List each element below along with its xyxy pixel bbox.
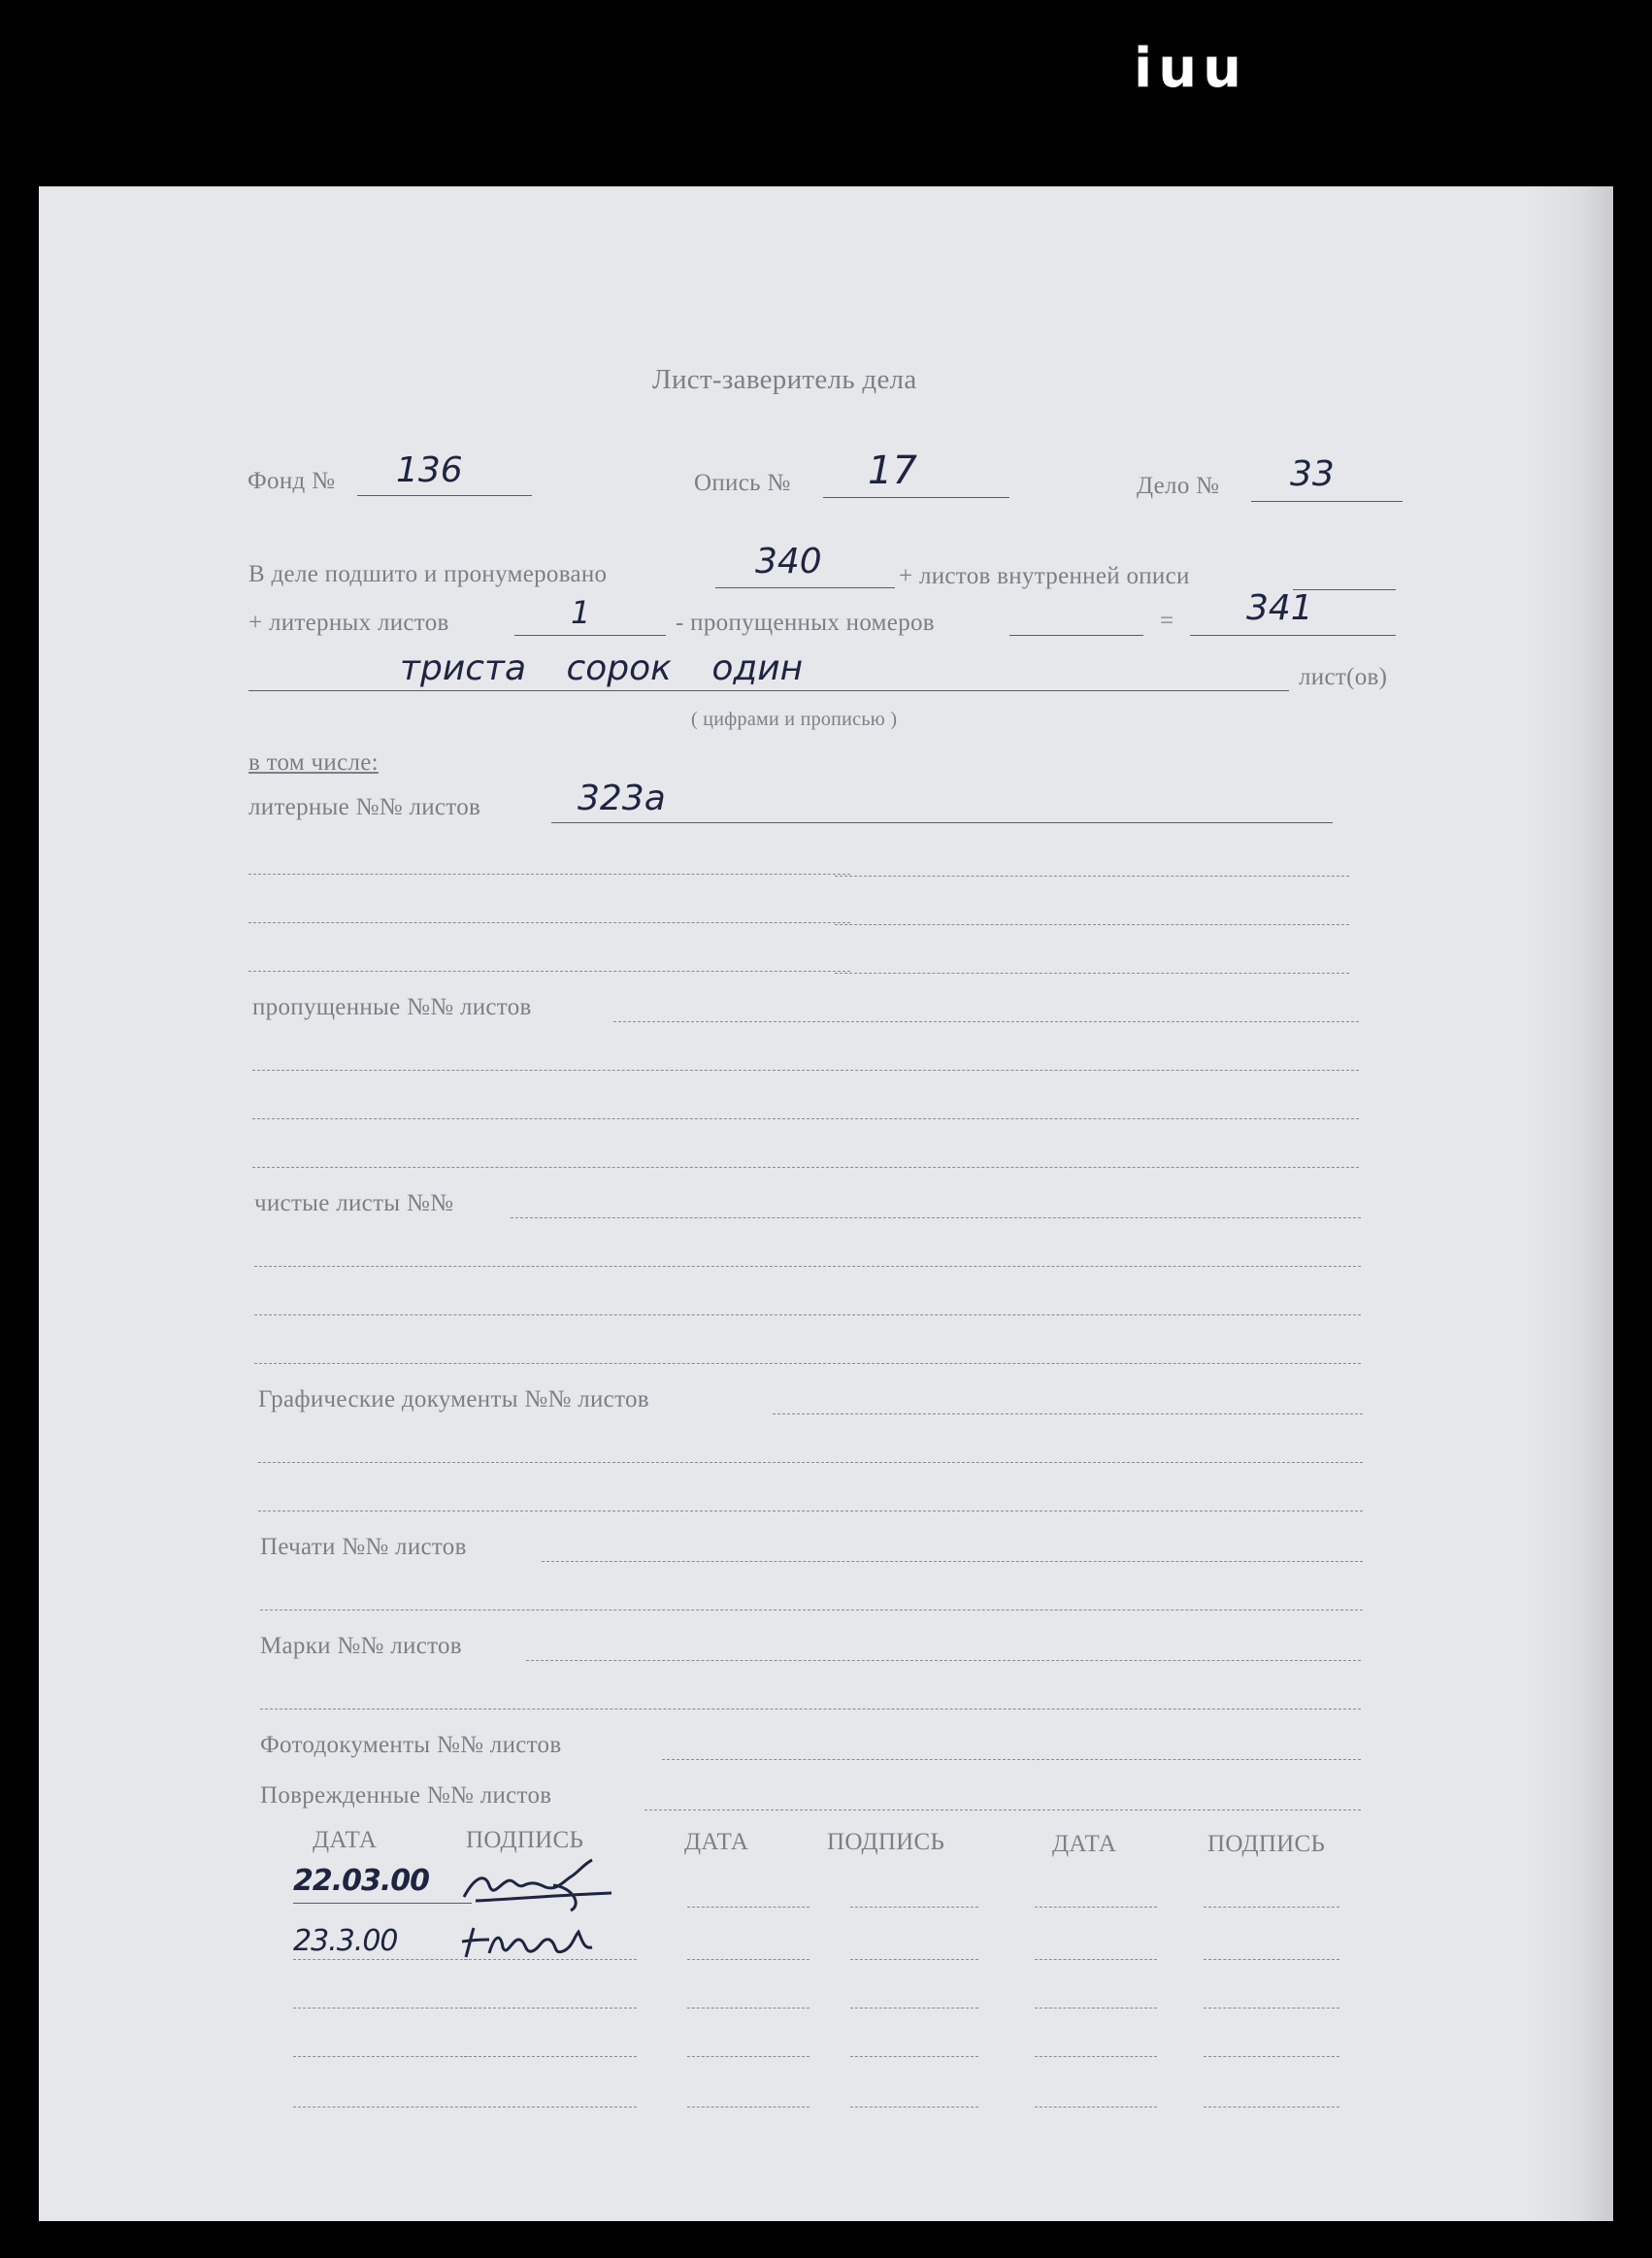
blank-line xyxy=(254,1363,1361,1364)
literal-numbers-underline xyxy=(551,822,891,823)
blank-line xyxy=(293,2107,468,2108)
blank-line xyxy=(850,1907,978,1908)
graphic-docs-label: Графические документы №№ листов xyxy=(258,1386,649,1412)
blank-line xyxy=(1035,1907,1157,1908)
sewn-count-underline xyxy=(715,587,895,588)
seals-underline xyxy=(542,1561,1363,1562)
signature-date-1: 22.03.00 xyxy=(293,1864,430,1898)
sewn-count-label: В деле подшито и пронумеровано xyxy=(248,561,608,587)
blank-line xyxy=(687,1907,809,1908)
blank-line xyxy=(1204,2056,1339,2057)
signature-header-1: ПОДПИСЬ xyxy=(466,1827,584,1853)
blank-line xyxy=(464,2107,637,2108)
literal-sheets-value: 1 xyxy=(571,594,591,631)
photo-docs-label: Фотодокументы №№ листов xyxy=(260,1732,562,1758)
total-underline xyxy=(1190,635,1396,636)
graphic-docs-underline xyxy=(773,1413,1363,1414)
delo-label: Дело № xyxy=(1137,473,1220,499)
blank-line xyxy=(1204,2008,1339,2009)
blank-line xyxy=(254,1314,1361,1315)
total-value: 341 xyxy=(1246,588,1313,628)
fond-underline xyxy=(357,495,532,496)
opis-value: 17 xyxy=(868,448,917,493)
literal-numbers-underline-2 xyxy=(888,822,1333,823)
blank-line xyxy=(850,1959,978,1960)
opis-underline xyxy=(823,497,1009,498)
photo-docs-underline xyxy=(662,1759,1361,1760)
missed-numbers-underline xyxy=(1009,635,1143,636)
blank-line xyxy=(1035,2008,1157,2009)
blank-line xyxy=(248,922,850,923)
blank-line xyxy=(464,1959,637,1960)
blank-line xyxy=(1204,2107,1339,2108)
opis-label: Опись № xyxy=(694,470,791,496)
stamps-underline xyxy=(526,1660,1361,1661)
stamps-label: Марки №№ листов xyxy=(260,1633,462,1659)
literal-sheets-label: + литерных листов xyxy=(248,610,449,636)
handwritten-signature-2 xyxy=(456,1914,621,1969)
missed-sheets-underline xyxy=(613,1021,1359,1022)
blank-line xyxy=(835,924,1349,925)
literal-numbers-label: литерные №№ листов xyxy=(248,794,481,820)
blank-line xyxy=(252,1070,1359,1071)
blank-line xyxy=(464,2056,637,2057)
seals-label: Печати №№ листов xyxy=(260,1534,467,1560)
blank-line xyxy=(687,2056,809,2057)
fond-label: Фонд № xyxy=(248,468,336,494)
signature-header-2: ПОДПИСЬ xyxy=(827,1829,945,1855)
blank-line xyxy=(850,2107,978,2108)
document-title: Лист-заверитель дела xyxy=(652,364,917,395)
blank-line xyxy=(258,1462,1363,1463)
blank-line xyxy=(248,971,850,972)
page-fold-shadow xyxy=(1526,186,1613,2221)
missed-sheets-label: пропущенные №№ листов xyxy=(252,994,532,1020)
words-underline xyxy=(248,690,1289,691)
words-hint: ( цифрами и прописью ) xyxy=(691,709,898,730)
blank-line xyxy=(850,2056,978,2057)
inner-inventory-label: + листов внутренней описи xyxy=(899,563,1190,589)
blank-line xyxy=(464,2008,637,2009)
blank-line xyxy=(687,1959,809,1960)
date-header-2: ДАТА xyxy=(684,1829,749,1855)
signature-header-3: ПОДПИСЬ xyxy=(1207,1831,1326,1857)
blank-line xyxy=(260,1709,1361,1710)
sheets-suffix: лист(ов) xyxy=(1299,664,1388,690)
blank-line xyxy=(1204,1959,1339,1960)
blank-sheets-label: чистые листы №№ xyxy=(254,1190,454,1216)
certification-sheet xyxy=(39,186,1613,2221)
blank-line xyxy=(835,973,1349,974)
total-in-words: триста сорок один xyxy=(400,648,804,688)
blank-line xyxy=(1204,1907,1339,1908)
blank-line xyxy=(293,2056,468,2057)
date-header-1: ДАТА xyxy=(313,1827,378,1853)
blank-line xyxy=(835,876,1349,877)
literal-numbers-value: 323а xyxy=(578,779,666,818)
handwritten-signature-1 xyxy=(456,1856,621,1914)
delo-value: 33 xyxy=(1290,454,1335,494)
signature-row-line xyxy=(293,1903,472,1904)
blank-line xyxy=(687,2107,809,2108)
damaged-label: Поврежденные №№ листов xyxy=(260,1782,552,1809)
blank-line xyxy=(1035,2056,1157,2057)
sewn-count-value: 340 xyxy=(755,542,822,581)
including-label: в том числе: xyxy=(248,749,379,776)
equals-sign: = xyxy=(1160,608,1174,634)
delo-underline xyxy=(1251,501,1403,502)
missed-numbers-label: - пропущенных номеров xyxy=(676,610,935,636)
blank-line xyxy=(293,1959,468,1960)
blank-sheets-underline xyxy=(511,1217,1361,1218)
archive-corner-mark: iuu xyxy=(1134,37,1247,100)
blank-line xyxy=(1035,2107,1157,2108)
literal-sheets-underline xyxy=(514,635,666,636)
signature-date-2: 23.3.00 xyxy=(293,1924,398,1958)
blank-line xyxy=(248,874,850,875)
blank-line xyxy=(254,1266,1361,1267)
blank-line xyxy=(252,1118,1359,1119)
blank-line xyxy=(687,2008,809,2009)
blank-line xyxy=(293,2008,468,2009)
date-header-3: ДАТА xyxy=(1052,1831,1117,1857)
fond-value: 136 xyxy=(396,450,463,490)
blank-line xyxy=(252,1167,1359,1168)
blank-line xyxy=(1035,1959,1157,1960)
blank-line xyxy=(850,2008,978,2009)
